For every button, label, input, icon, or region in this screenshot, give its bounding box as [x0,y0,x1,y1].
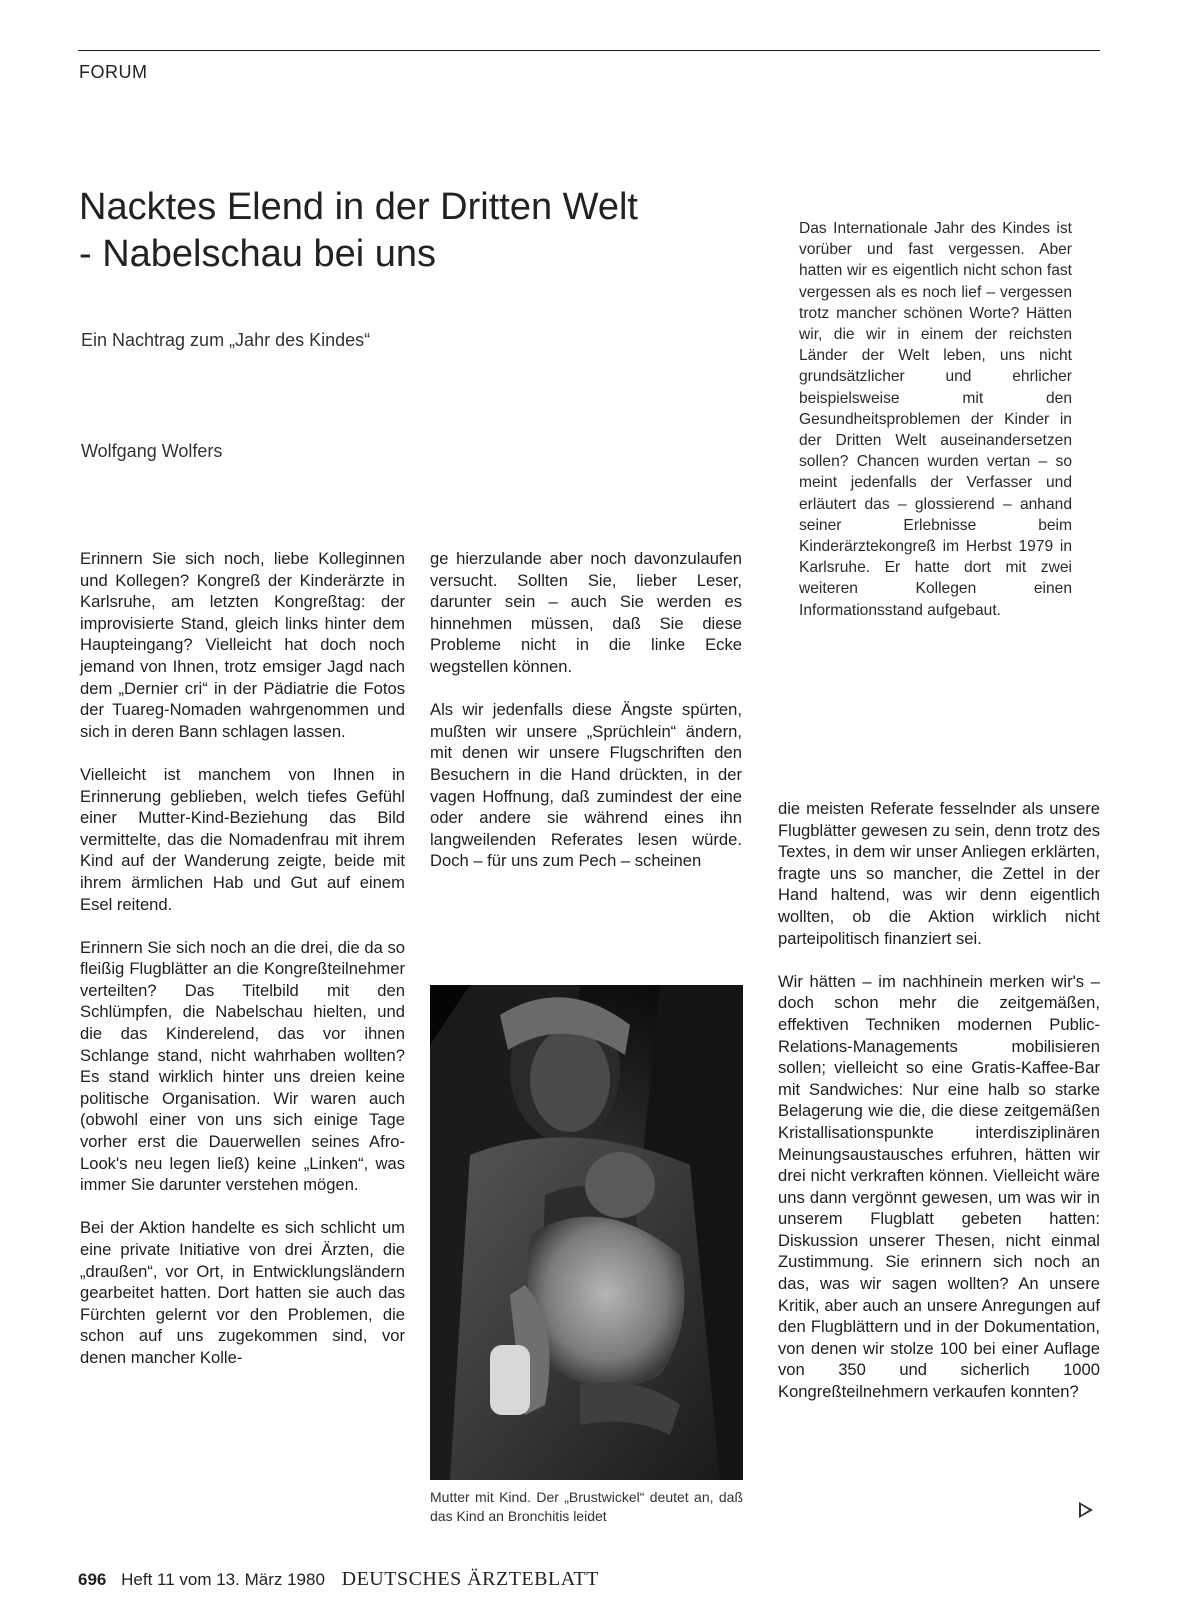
column-1 [80,548,405,1369]
title-line-2: - Nabelschau bei uns [79,233,436,275]
column-2 [430,548,742,872]
paragraph: Wir hätten – im nachhinein merken wir's – doch schon mehr die zeitgemäßen, effektiven Techniken modernen Public-Relations-Managements mobilisieren sollen; vielleicht so eine Gratis-Kaffee-Bar mit Sandwiches: Nur eine halb so starke Belagerung wie die, die diese zeitgemäßen Kristallisationspunkte interdisziplinären Meinungsaustausches erfuhren, hätten wir drei nicht verkraften können. Vielleicht wäre uns dann vergönnt gewesen, um was wir in unserem Flugblatt gebeten hatten: Diskussion unserer Thesen, nicht einmal Zustimmung. Sie erinnern sich noch an das, was wir sagen wollten? An unsere Kritik, aber auch an unsere Anregungen auf den Flugblättern und in der Dokumentation, von denen wir stolze 100 bei einer Auflage von 350 und sicherlich 1000 Kongreßteilnehmern verkaufen konnten? [778,971,1100,1402]
header-rule [78,50,1100,51]
paragraph: ge hierzulande aber noch davonzulaufen versucht. Sollten Sie, lieber Leser, darunter sein – auch Sie werden es hinnehmen müssen, daß Sie diese Probleme nicht in die linke Ecke wegstellen können. [430,549,742,676]
author-name: Wolfgang Wolfers [81,441,223,461]
paragraph: Als wir jedenfalls diese Ängste spürten, mußten wir unsere „Sprüchlein“ ändern, mit denen wir unsere Flugschriften den Besuchern in die Hand drückten, in der vagen Hoffnung, daß zumindest der eine oder andere sie während eines ihn langweilenden Referates lesen würde. Doch – für uns zum Pech – scheinen [430,700,742,871]
paragraph: Bei der Aktion handelte es sich schlicht um eine private Initiative von drei Ärzten, die „draußen“, vor Ort, in Entwicklungsländern gearbeitet hatten. Dort hatten sie auch das Fürchten gelernt vor den Problemen, die schon auf uns zugekommen sind, vor denen mancher Kolle- [80,1218,405,1367]
paragraph: Vielleicht ist manchem von Ihnen in Erinnerung geblieben, welch tiefes Gefühl einer Mutter-Kind-Beziehung das Bild vermittelte, das die Nomadenfrau mit ihrem Kind auf der Wanderung zeigte, beide mit ihrem ärmlichen Hab und Gut auf einem Esel reitend. [80,764,405,914]
journal-name: DEUTSCHES ÄRZTEBLATT [341,1568,599,1590]
photo-caption: Mutter mit Kind. Der „Brustwickel“ deutet an, daß das Kind an Bronchitis leidet [430,1489,743,1524]
mother-child-photo [430,985,743,1480]
paragraph: die meisten Referate fesselnder als unsere Flugblätter gewesen zu sein, denn trotz des Textes, in dem wir unser Anliegen erklärten, fragte uns so mancher, die Zettel in der Hand haltend, was wir denn eigentlich wollten, ob die Aktion wirklich nicht parteipolitisch finanziert sei. [778,799,1100,948]
continue-arrow-icon [1079,1502,1093,1518]
column-3 [778,798,1100,1403]
page-number: 696 [78,1570,107,1589]
title-line-1: Nacktes Elend in der Dritten Welt [79,186,638,228]
intro-abstract: Das Internationale Jahr des Kindes ist vorüber und fast vergessen. Aber hatten wir es eigentlich nicht schon fast vergessen als es noch lief – vergessen trotz mancher schönen Worte? Hätten wir, die wir in einem der reichsten Länder der Welt leben, uns nicht grundsätzlicher und ehrlicher beispielsweise mit den Gesundheitsproblemen der Kinder in der Dritten Welt auseinandersetzen sollen? Chancen wurden vertan – so meint jedenfalls der Verfasser und erläutert das – glossierend – anhand seiner Erlebnisse beim Kinderärztekongreß im Herbst 1979 in Karlsruhe. Er hatte dort mit zwei weiteren Kollegen einen Informationsstand aufgebaut. [799,220,1072,619]
page-footer [78,1568,599,1591]
photo-image [430,985,743,1480]
article-subtitle: Ein Nachtrag zum „Jahr des Kindes“ [81,330,371,350]
paragraph: Erinnern Sie sich noch an die drei, die da so fleißig Flugblätter an die Kongreßteilnehmer verteilten? Das Titelbild mit den Schlümpfen, die Nabelschau hielten, und die das Kinderelend, das vor ihnen Schlange stand, nicht wahrhaben wollten? Es stand wirklich hinter uns dreien keine politische Organisation. Wir waren auch (obwohl einer von uns sich einige Tage vorher erst die Dauerwellen seines Afro-Look's neu legen ließ) keine „Linken“, was immer Sie darunter verstehen mögen. [80,937,405,1195]
article-title [79,184,739,278]
issue-info: Heft 11 vom 13. März 1980 [121,1570,325,1589]
paragraph: Erinnern Sie sich noch, liebe Kolleginnen und Kollegen? Kongreß der Kinderärzte in Karlsruhe, am letzten Kongreßtag: der improvisierte Stand, gleich links hinter dem Haupteingang? Vielleicht hat doch noch jemand von Ihnen, trotz emsiger Jagd nach dem „Dernier cri“ in der Pädiatrie die Fotos der Tuareg-Nomaden wahrgenommen und sich in deren Bann schlagen lassen. [80,549,405,741]
section-label: FORUM [79,62,148,82]
